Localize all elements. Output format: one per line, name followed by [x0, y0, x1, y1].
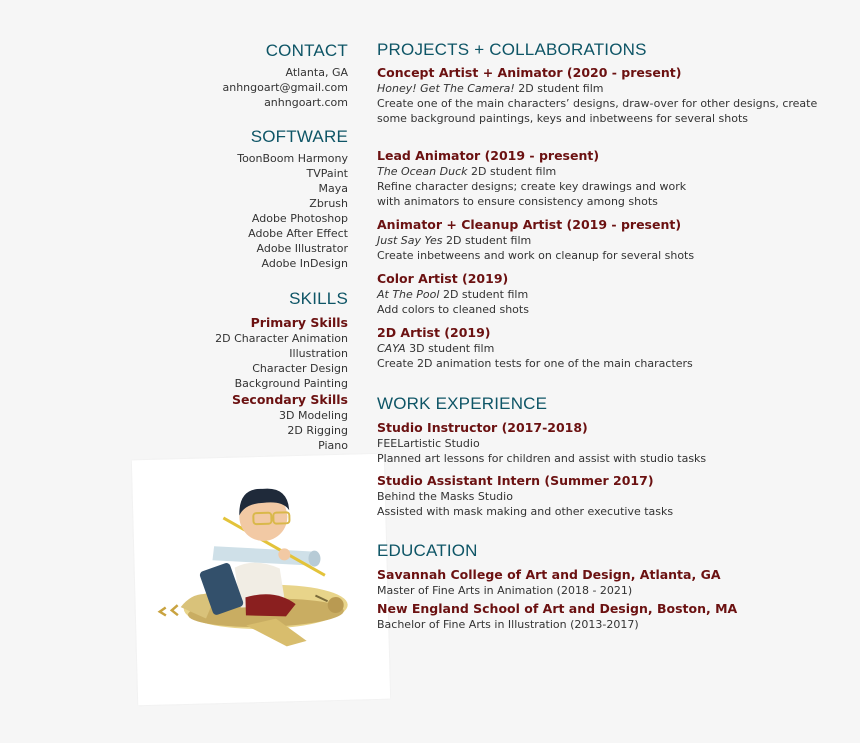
illustration-card	[132, 454, 390, 706]
project-item	[377, 325, 837, 371]
project-item	[377, 271, 837, 317]
software-item: TVPaint	[306, 167, 348, 180]
skill-item: 2D Character Animation	[215, 332, 348, 345]
project-desc: Create one of the main characters’ designs, draw-over for other designs, create some background paintings, keys and inbetweens for several shots	[377, 97, 818, 125]
education-item	[377, 601, 837, 632]
work-title: Studio Assistant Intern (Summer 2017)	[377, 473, 654, 488]
education-degree: Master of Fine Arts in Animation (2018 - 2021)	[377, 584, 633, 597]
project-item	[377, 148, 837, 209]
project-desc: Create 2D animation tests for one of the main characters	[377, 357, 693, 370]
project-title: 2D Artist (2019)	[377, 325, 491, 340]
work-desc: Assisted with mask making and other executive tasks	[377, 505, 674, 518]
project-desc: Create inbetweens and work on cleanup for several shots	[377, 249, 695, 262]
software-item: ToonBoom Harmony	[237, 152, 348, 165]
skill-item: Illustration	[289, 347, 348, 360]
project-title: Color Artist (2019)	[377, 271, 509, 286]
project-film: CAYA	[377, 342, 406, 355]
software-heading: SOFTWARE	[250, 127, 348, 146]
skill-item: Character Design	[252, 362, 348, 375]
contact-email[interactable]: anhngoart@gmail.com	[222, 81, 348, 94]
work-org: FEELartistic Studio	[377, 437, 480, 450]
contact-list	[223, 65, 349, 110]
primary-skills-label: Primary Skills	[250, 315, 348, 330]
work-item	[377, 473, 837, 519]
contact-website[interactable]: anhngoart.com	[264, 96, 348, 109]
project-desc: Add colors to cleaned shots	[377, 303, 529, 316]
software-item: Maya	[318, 182, 348, 195]
pilot-airplane-illustration	[132, 454, 390, 706]
software-item: Adobe Photoshop	[251, 212, 348, 225]
software-list	[237, 151, 348, 271]
contact-heading: CONTACT	[265, 41, 348, 60]
project-item	[377, 217, 837, 263]
skill-item: Piano	[318, 439, 348, 452]
project-film: The Ocean Duck	[377, 165, 468, 178]
skill-item: 3D Modeling	[278, 409, 348, 422]
project-film-type: 3D student film	[405, 342, 495, 355]
software-item: Adobe Illustrator	[256, 242, 348, 255]
project-film: Honey! Get The Camera!	[377, 82, 515, 95]
contact-location: Atlanta, GA	[285, 66, 348, 79]
work-org: Behind the Masks Studio	[377, 490, 513, 503]
project-film: Just Say Yes	[377, 234, 443, 247]
project-film-type: 2D student film	[467, 165, 557, 178]
project-title: Concept Artist + Animator (2020 - present)	[377, 65, 682, 80]
skill-item: 2D Rigging	[287, 424, 348, 437]
project-film: At The Pool	[377, 288, 440, 301]
work-item	[377, 420, 837, 466]
software-item: Zbrush	[309, 197, 348, 210]
project-title: Lead Animator (2019 - present)	[377, 148, 600, 163]
project-film-type: 2D student film	[514, 82, 604, 95]
software-item: Adobe After Effect	[248, 227, 348, 240]
education-item	[377, 567, 837, 598]
skills-heading: SKILLS	[289, 289, 348, 308]
work-heading: WORK EXPERIENCE	[377, 394, 548, 413]
skill-item: Background Painting	[234, 377, 348, 390]
software-item: Adobe InDesign	[261, 257, 348, 270]
education-school: New England School of Art and Design, Boston, MA	[377, 601, 738, 616]
education-heading: EDUCATION	[377, 541, 478, 560]
project-film-type: 2D student film	[442, 234, 532, 247]
project-title: Animator + Cleanup Artist (2019 - present)	[377, 217, 682, 232]
work-title: Studio Instructor (2017-2018)	[377, 420, 588, 435]
projects-heading: PROJECTS + COLLABORATIONS	[377, 40, 647, 59]
work-desc: Planned art lessons for children and assist with studio tasks	[377, 452, 707, 465]
skills-list	[215, 315, 348, 453]
project-desc: Refine character designs; create key drawings and work with animators to ensure consistency among shots	[377, 180, 687, 208]
project-film-type: 2D student film	[439, 288, 529, 301]
education-degree: Bachelor of Fine Arts in Illustration (2013-2017)	[377, 618, 639, 631]
secondary-skills-label: Secondary Skills	[231, 392, 348, 407]
project-item	[377, 65, 837, 126]
education-school: Savannah College of Art and Design, Atlanta, GA	[377, 567, 721, 582]
